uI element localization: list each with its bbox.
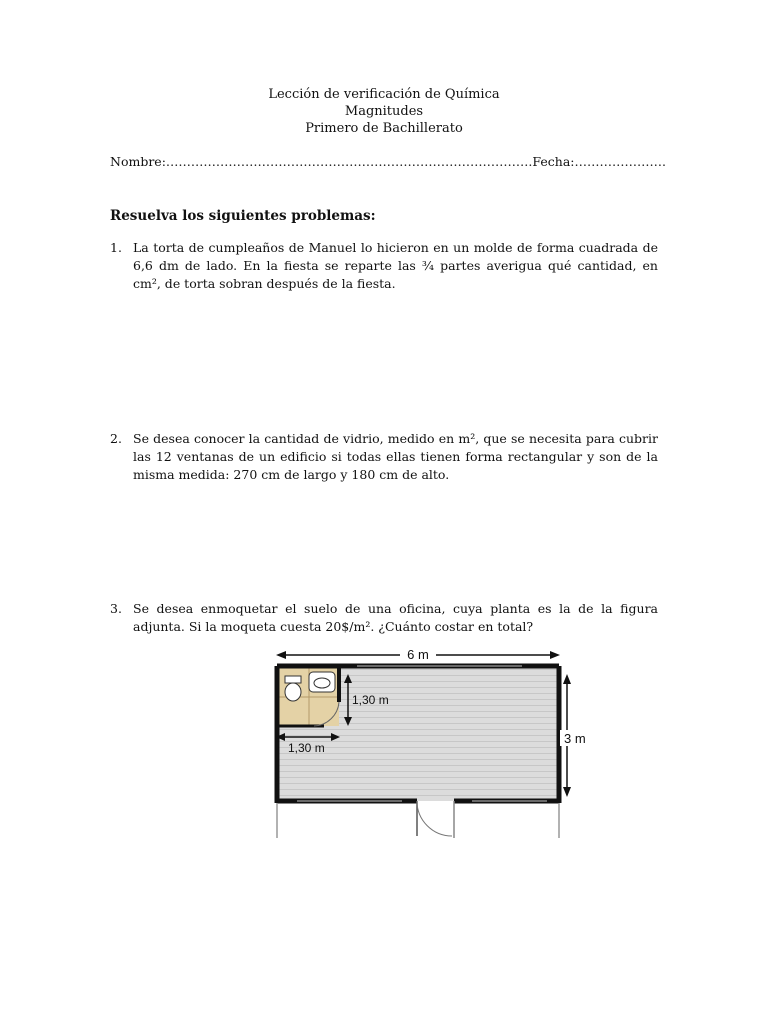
height-label: 3 m bbox=[564, 731, 586, 746]
name-date-line: Nombre:…………………………………………………………………………….Fecha:…………………. bbox=[110, 154, 666, 169]
section-title: Resuelva los siguientes problemas: bbox=[110, 208, 376, 224]
title-line-1: Lección de verificación de Química bbox=[268, 87, 500, 102]
problem-1 bbox=[110, 239, 658, 293]
problem-1-text: La torta de cumpleaños de Manuel lo hicieron en un molde de forma cuadrada de 6,6 dm de lado. En la fiesta se reparte las ¾ partes averigua qué cantidad, en cm², de torta sobran después de la fiesta. bbox=[133, 240, 658, 291]
problem-2 bbox=[110, 430, 658, 484]
bath-width-label: 1,30 m bbox=[288, 741, 325, 755]
problem-1-number: 1. bbox=[110, 240, 122, 255]
problem-3-text: Se desea enmoquetar el suelo de una oficina, cuya planta es la de la figura adjunta. Si la moqueta cuesta 20$/m². ¿Cuánto costar en total? bbox=[133, 601, 658, 634]
title-line-3: Primero de Bachillerato bbox=[305, 121, 463, 136]
sink-basin bbox=[314, 678, 330, 688]
problem-2-text: Se desea conocer la cantidad de vidrio, medido en m², que se necesita para cubrir las 12 ventanas de un edificio si todas ellas tienen forma rectangular y son de la misma medida: 270 cm de largo y 180 cm de alto. bbox=[133, 431, 658, 482]
width-label: 6 m bbox=[407, 647, 429, 662]
problem-3 bbox=[110, 600, 658, 636]
toilet-tank bbox=[285, 676, 301, 683]
toilet-bowl-icon bbox=[285, 683, 301, 701]
problem-3-number: 3. bbox=[110, 601, 122, 616]
office-floor-plan bbox=[262, 640, 592, 840]
bath-height-label: 1,30 m bbox=[352, 693, 389, 707]
problem-2-number: 2. bbox=[110, 431, 122, 446]
title-line-2: Magnitudes bbox=[344, 104, 424, 119]
